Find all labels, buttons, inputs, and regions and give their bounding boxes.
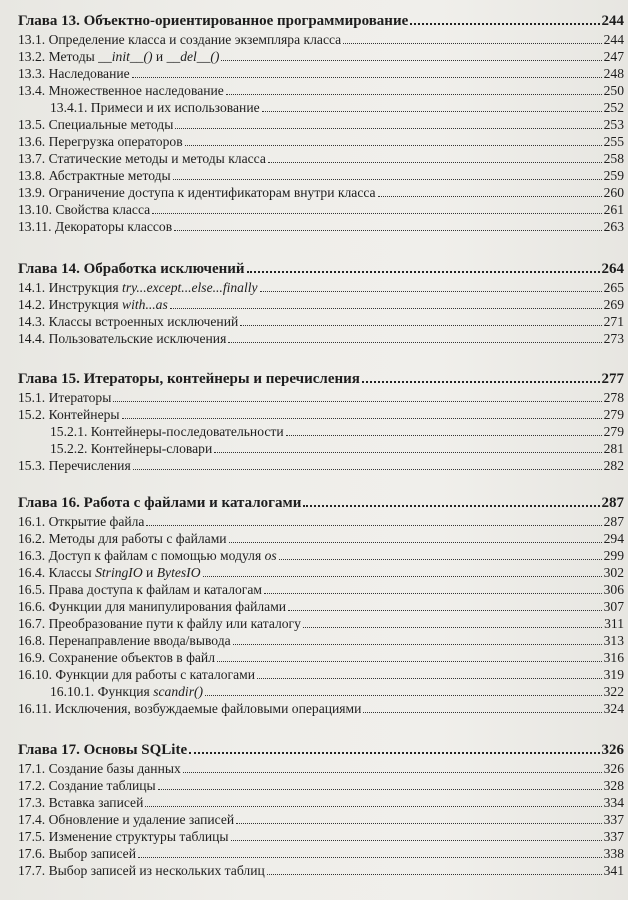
page-number: 326 xyxy=(603,761,624,777)
entry-label: 14.2. Инструкция with...as xyxy=(18,297,168,313)
page-number: 282 xyxy=(603,458,624,474)
entry-label: 13.1. Определение класса и создание экземпляра класса xyxy=(18,32,342,48)
page-number: 338 xyxy=(603,846,624,862)
entry-label: 17.6. Выбор записей xyxy=(18,846,136,862)
toc-entry xyxy=(18,150,624,166)
toc-entry xyxy=(18,811,624,827)
toc-entry xyxy=(18,547,624,563)
dot-leader xyxy=(236,823,601,824)
page-number: 334 xyxy=(603,795,624,811)
page-number: 264 xyxy=(601,261,624,277)
page-number: 261 xyxy=(603,202,624,218)
toc-entry xyxy=(18,598,624,614)
page-number: 341 xyxy=(603,863,624,879)
toc-entry xyxy=(18,457,624,473)
dot-leader xyxy=(363,712,601,713)
entry-label: 15.2.1. Контейнеры-последовательности xyxy=(50,424,284,440)
page-number: 248 xyxy=(603,66,624,82)
dot-leader xyxy=(133,469,602,470)
toc-entry xyxy=(18,649,624,665)
entry-label: 13.8. Абстрактные методы xyxy=(18,168,171,184)
entry-label: 17.3. Вставка записей xyxy=(18,795,144,811)
dot-leader xyxy=(173,179,602,180)
dot-leader xyxy=(228,342,601,343)
toc-entry xyxy=(18,389,624,405)
dot-leader xyxy=(247,271,600,273)
page-number: 299 xyxy=(603,548,624,564)
toc-entry xyxy=(18,65,624,81)
toc-entry xyxy=(18,279,624,295)
toc-entry xyxy=(18,82,624,98)
toc-entry xyxy=(18,330,624,346)
entry-label: 16.11. Исключения, возбуждаемые файловыми операциями xyxy=(18,701,362,717)
dot-leader xyxy=(221,60,601,61)
toc-entry xyxy=(18,862,624,878)
dot-leader xyxy=(343,43,601,44)
dot-leader xyxy=(138,857,602,858)
entry-label: 17.7. Выбор записей из нескольких таблиц xyxy=(18,863,265,879)
toc-entry xyxy=(18,31,624,47)
dot-leader xyxy=(267,874,602,875)
entry-label: 16.4. Классы StringIO и BytesIO xyxy=(18,565,201,581)
entry-label: 14.4. Пользовательские исключения xyxy=(18,331,227,347)
dot-leader xyxy=(378,196,602,197)
dot-leader xyxy=(185,145,602,146)
entry-label: 15.2. Контейнеры xyxy=(18,407,120,423)
page-number: 273 xyxy=(603,331,624,347)
dot-leader xyxy=(174,230,601,231)
entry-label: 16.1. Открытие файла xyxy=(18,514,145,530)
toc-entry xyxy=(18,828,624,844)
dot-leader xyxy=(229,542,602,543)
toc-entry xyxy=(18,48,624,64)
toc-subentry xyxy=(50,423,624,439)
chapter-title: Глава 16. Работа с файлами и каталогами xyxy=(18,495,302,511)
entry-label: 17.4. Обновление и удаление записей xyxy=(18,812,235,828)
page-number: 255 xyxy=(603,134,624,150)
page-number: 319 xyxy=(603,667,624,683)
entry-label: 13.2. Методы __init__() и __del__() xyxy=(18,49,220,65)
toc-entry xyxy=(18,296,624,312)
page-number: 258 xyxy=(603,151,624,167)
toc-entry xyxy=(18,632,624,648)
page-number: 263 xyxy=(603,219,624,235)
page-number: 265 xyxy=(603,280,624,296)
entry-label: 17.2. Создание таблицы xyxy=(18,778,156,794)
dot-leader xyxy=(170,308,602,309)
dot-leader xyxy=(113,401,601,402)
page-number: 278 xyxy=(603,390,624,406)
entry-label: 13.9. Ограничение доступа к идентификаторам внутри класса xyxy=(18,185,376,201)
page-number: 271 xyxy=(603,314,624,330)
page-number: 316 xyxy=(603,650,624,666)
dot-leader xyxy=(257,678,602,679)
page-number: 311 xyxy=(604,616,624,632)
dot-leader xyxy=(205,695,602,696)
dot-leader xyxy=(264,593,602,594)
dot-leader xyxy=(158,789,602,790)
dot-leader xyxy=(240,325,601,326)
page-number: 244 xyxy=(603,32,624,48)
entry-label: 13.11. Декораторы классов xyxy=(18,219,173,235)
entry-label: 16.7. Преобразование пути к файлу или каталогу xyxy=(18,616,301,632)
page-number: 328 xyxy=(603,778,624,794)
entry-label: 13.4. Множественное наследование xyxy=(18,83,224,99)
toc-entry xyxy=(18,700,624,716)
dot-leader xyxy=(146,525,601,526)
chapter-heading xyxy=(18,739,624,758)
toc-entry xyxy=(18,760,624,776)
toc-entry xyxy=(18,201,624,217)
entry-label: 13.10. Свойства класса xyxy=(18,202,151,218)
page-number: 302 xyxy=(603,565,624,581)
page-number: 337 xyxy=(603,812,624,828)
page-number: 281 xyxy=(603,441,624,457)
toc-entry xyxy=(18,615,624,631)
entry-label: 15.3. Перечисления xyxy=(18,458,131,474)
toc-subentry xyxy=(50,683,624,699)
page-number: 294 xyxy=(603,531,624,547)
dot-leader xyxy=(262,111,602,112)
page-number: 307 xyxy=(603,599,624,615)
page-number: 247 xyxy=(603,49,624,65)
dot-leader xyxy=(303,505,599,507)
dot-leader xyxy=(268,162,602,163)
dot-leader xyxy=(231,840,602,841)
chapter-title: Глава 13. Объектно-ориентированное программирование xyxy=(18,13,409,29)
entry-label: 13.5. Специальные методы xyxy=(18,117,174,133)
dot-leader xyxy=(122,418,602,419)
page-number: 252 xyxy=(603,100,624,116)
toc-entry xyxy=(18,218,624,234)
dot-leader xyxy=(286,435,602,436)
dot-leader xyxy=(152,213,601,214)
dot-leader xyxy=(203,576,602,577)
entry-label: 13.3. Наследование xyxy=(18,66,130,82)
toc-entry xyxy=(18,845,624,861)
dot-leader xyxy=(288,610,602,611)
page-number: 244 xyxy=(601,13,624,29)
dot-leader xyxy=(303,627,602,628)
page-number: 337 xyxy=(603,829,624,845)
entry-label: 16.5. Права доступа к файлам и каталогам xyxy=(18,582,262,598)
dot-leader xyxy=(279,559,602,560)
entry-label: 13.7. Статические методы и методы класса xyxy=(18,151,266,167)
toc-subentry xyxy=(50,99,624,115)
entry-label: 16.10.1. Функция scandir() xyxy=(50,684,204,700)
toc-entry xyxy=(18,406,624,422)
toc-entry xyxy=(18,184,624,200)
page-number: 313 xyxy=(603,633,624,649)
toc-entry xyxy=(18,116,624,132)
dot-leader xyxy=(145,806,601,807)
entry-label: 16.2. Методы для работы с файлами xyxy=(18,531,227,547)
page-number: 253 xyxy=(603,117,624,133)
entry-label: 16.3. Доступ к файлам с помощью модуля os xyxy=(18,548,277,564)
entry-label: 13.4.1. Примеси и их использование xyxy=(50,100,260,116)
page-number: 326 xyxy=(601,742,624,758)
chapter-title: Глава 14. Обработка исключений xyxy=(18,261,245,277)
dot-leader xyxy=(233,644,602,645)
page-number: 322 xyxy=(603,684,624,700)
chapter-heading xyxy=(18,368,624,387)
entry-label: 15.1. Итераторы xyxy=(18,390,112,406)
dot-leader xyxy=(183,772,602,773)
entry-label: 14.1. Инструкция try...except...else...finally xyxy=(18,280,258,296)
chapter-title: Глава 15. Итераторы, контейнеры и перечисления xyxy=(18,371,360,387)
toc-entry xyxy=(18,581,624,597)
entry-label: 16.8. Перенаправление ввода/вывода xyxy=(18,633,231,649)
dot-leader xyxy=(132,77,602,78)
entry-label: 14.3. Классы встроенных исключений xyxy=(18,314,239,330)
entry-label: 16.6. Функции для манипулирования файлами xyxy=(18,599,287,615)
toc-entry xyxy=(18,530,624,546)
entry-label: 16.10. Функции для работы с каталогами xyxy=(18,667,256,683)
page-number: 279 xyxy=(603,407,624,423)
page-number: 287 xyxy=(603,514,624,530)
page-number: 324 xyxy=(603,701,624,717)
dot-leader xyxy=(214,452,601,453)
toc-entry xyxy=(18,313,624,329)
toc-entry xyxy=(18,133,624,149)
entry-label: 15.2.2. Контейнеры-словари xyxy=(50,441,213,457)
chapter-heading xyxy=(18,10,624,29)
page-number: 260 xyxy=(603,185,624,201)
dot-leader xyxy=(189,752,599,754)
toc-entry xyxy=(18,513,624,529)
toc-subentry xyxy=(50,440,624,456)
toc-entry xyxy=(18,794,624,810)
dot-leader xyxy=(410,23,599,25)
page-number: 306 xyxy=(603,582,624,598)
page-number: 279 xyxy=(603,424,624,440)
entry-label: 13.6. Перегрузка операторов xyxy=(18,134,183,150)
dot-leader xyxy=(226,94,602,95)
entry-label: 16.9. Сохранение объектов в файл xyxy=(18,650,215,666)
dot-leader xyxy=(260,291,602,292)
chapter-heading xyxy=(18,258,624,277)
page-number: 277 xyxy=(601,371,624,387)
toc-entry xyxy=(18,777,624,793)
toc-entry xyxy=(18,167,624,183)
page-number: 287 xyxy=(601,495,624,511)
toc-entry xyxy=(18,666,624,682)
dot-leader xyxy=(175,128,601,129)
page-number: 250 xyxy=(603,83,624,99)
page-number: 269 xyxy=(603,297,624,313)
page-number: 259 xyxy=(603,168,624,184)
entry-label: 17.1. Создание базы данных xyxy=(18,761,181,777)
chapter-heading xyxy=(18,492,624,511)
dot-leader xyxy=(217,661,602,662)
entry-label: 17.5. Изменение структуры таблицы xyxy=(18,829,229,845)
chapter-title: Глава 17. Основы SQLite xyxy=(18,742,188,758)
dot-leader xyxy=(362,381,600,383)
toc-entry xyxy=(18,564,624,580)
